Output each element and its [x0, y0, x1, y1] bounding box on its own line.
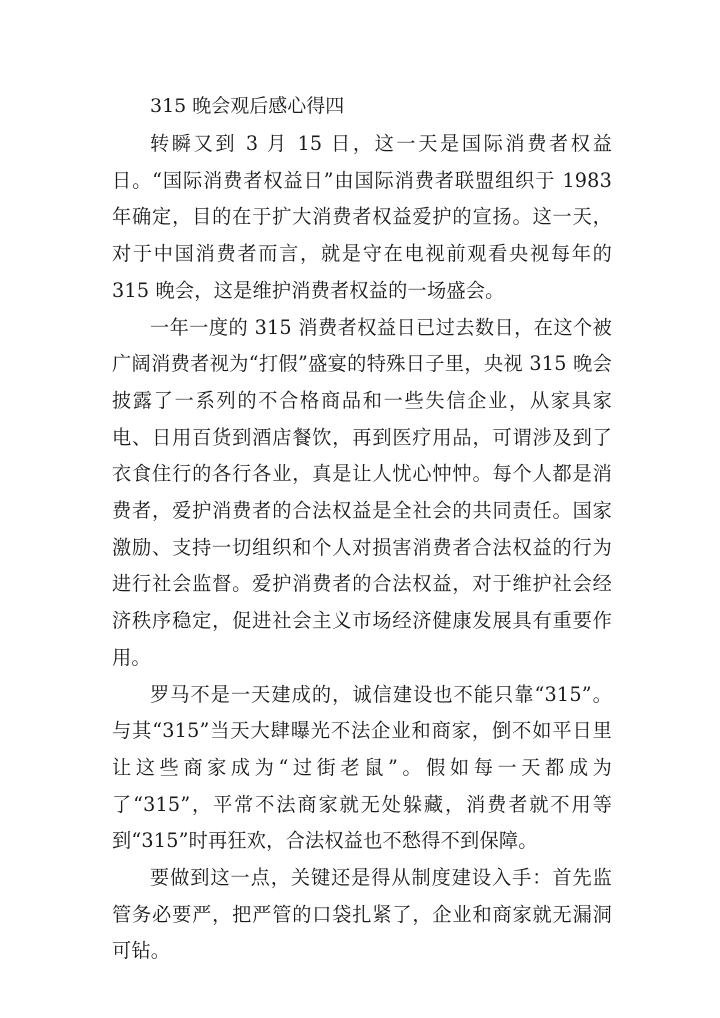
- document-page: [112, 90, 612, 970]
- paragraph-4: 要做到这一点，关键还是得从制度建设入手：首先监管务必要严，把严管的口袋扎紧了，企业和商家就无漏洞可钻。: [112, 866, 612, 963]
- paragraph-2: 一年一度的 315 消费者权益日已过去数日，在这个被广阔消费者视为“打假”盛宴的特殊日子里，央视 315 晚会披露了一系列的不合格商品和一些失信企业，从家具家电、日用百货到酒店餐饮，再到医疗用品，可谓涉及到了衣食住行的各行各业，真是让人忧心忡忡。每个人都是消费者，爱护消费者的合法权益是全社会的共同责任。国家激励、支持一切组织和个人对损害消费者合法权益的行为进行社会监督。爱护消费者的合法权益，对于维护社会经济秩序稳定，促进社会主义市场经济健康发展具有重要作用。: [112, 315, 612, 669]
- document-title: 315 晚会观后感心得四: [150, 95, 345, 117]
- paragraph-3: 罗马不是一天建成的，诚信建设也不能只靠“315”。与其“315”当天大肆曝光不法企业和商家，倒不如平日里让这些商家成为“过街老鼠”。假如每一天都成为了“315”，平常不法商家就无处躲藏，消费者就不用等到“315”时再狂欢，合法权益也不愁得不到保障。: [112, 682, 612, 853]
- paragraph-1: 转瞬又到 3 月 15 日，这一天是国际消费者权益日。“国际消费者权益日”由国际消费者联盟组织于 1983 年确定，目的在于扩大消费者权益爱护的宣扬。这一天，对于中国消费者而言，就是守在电视前观看央视每年的 315 晚会，这是维护消费者权益的一场盛会。: [112, 132, 612, 302]
